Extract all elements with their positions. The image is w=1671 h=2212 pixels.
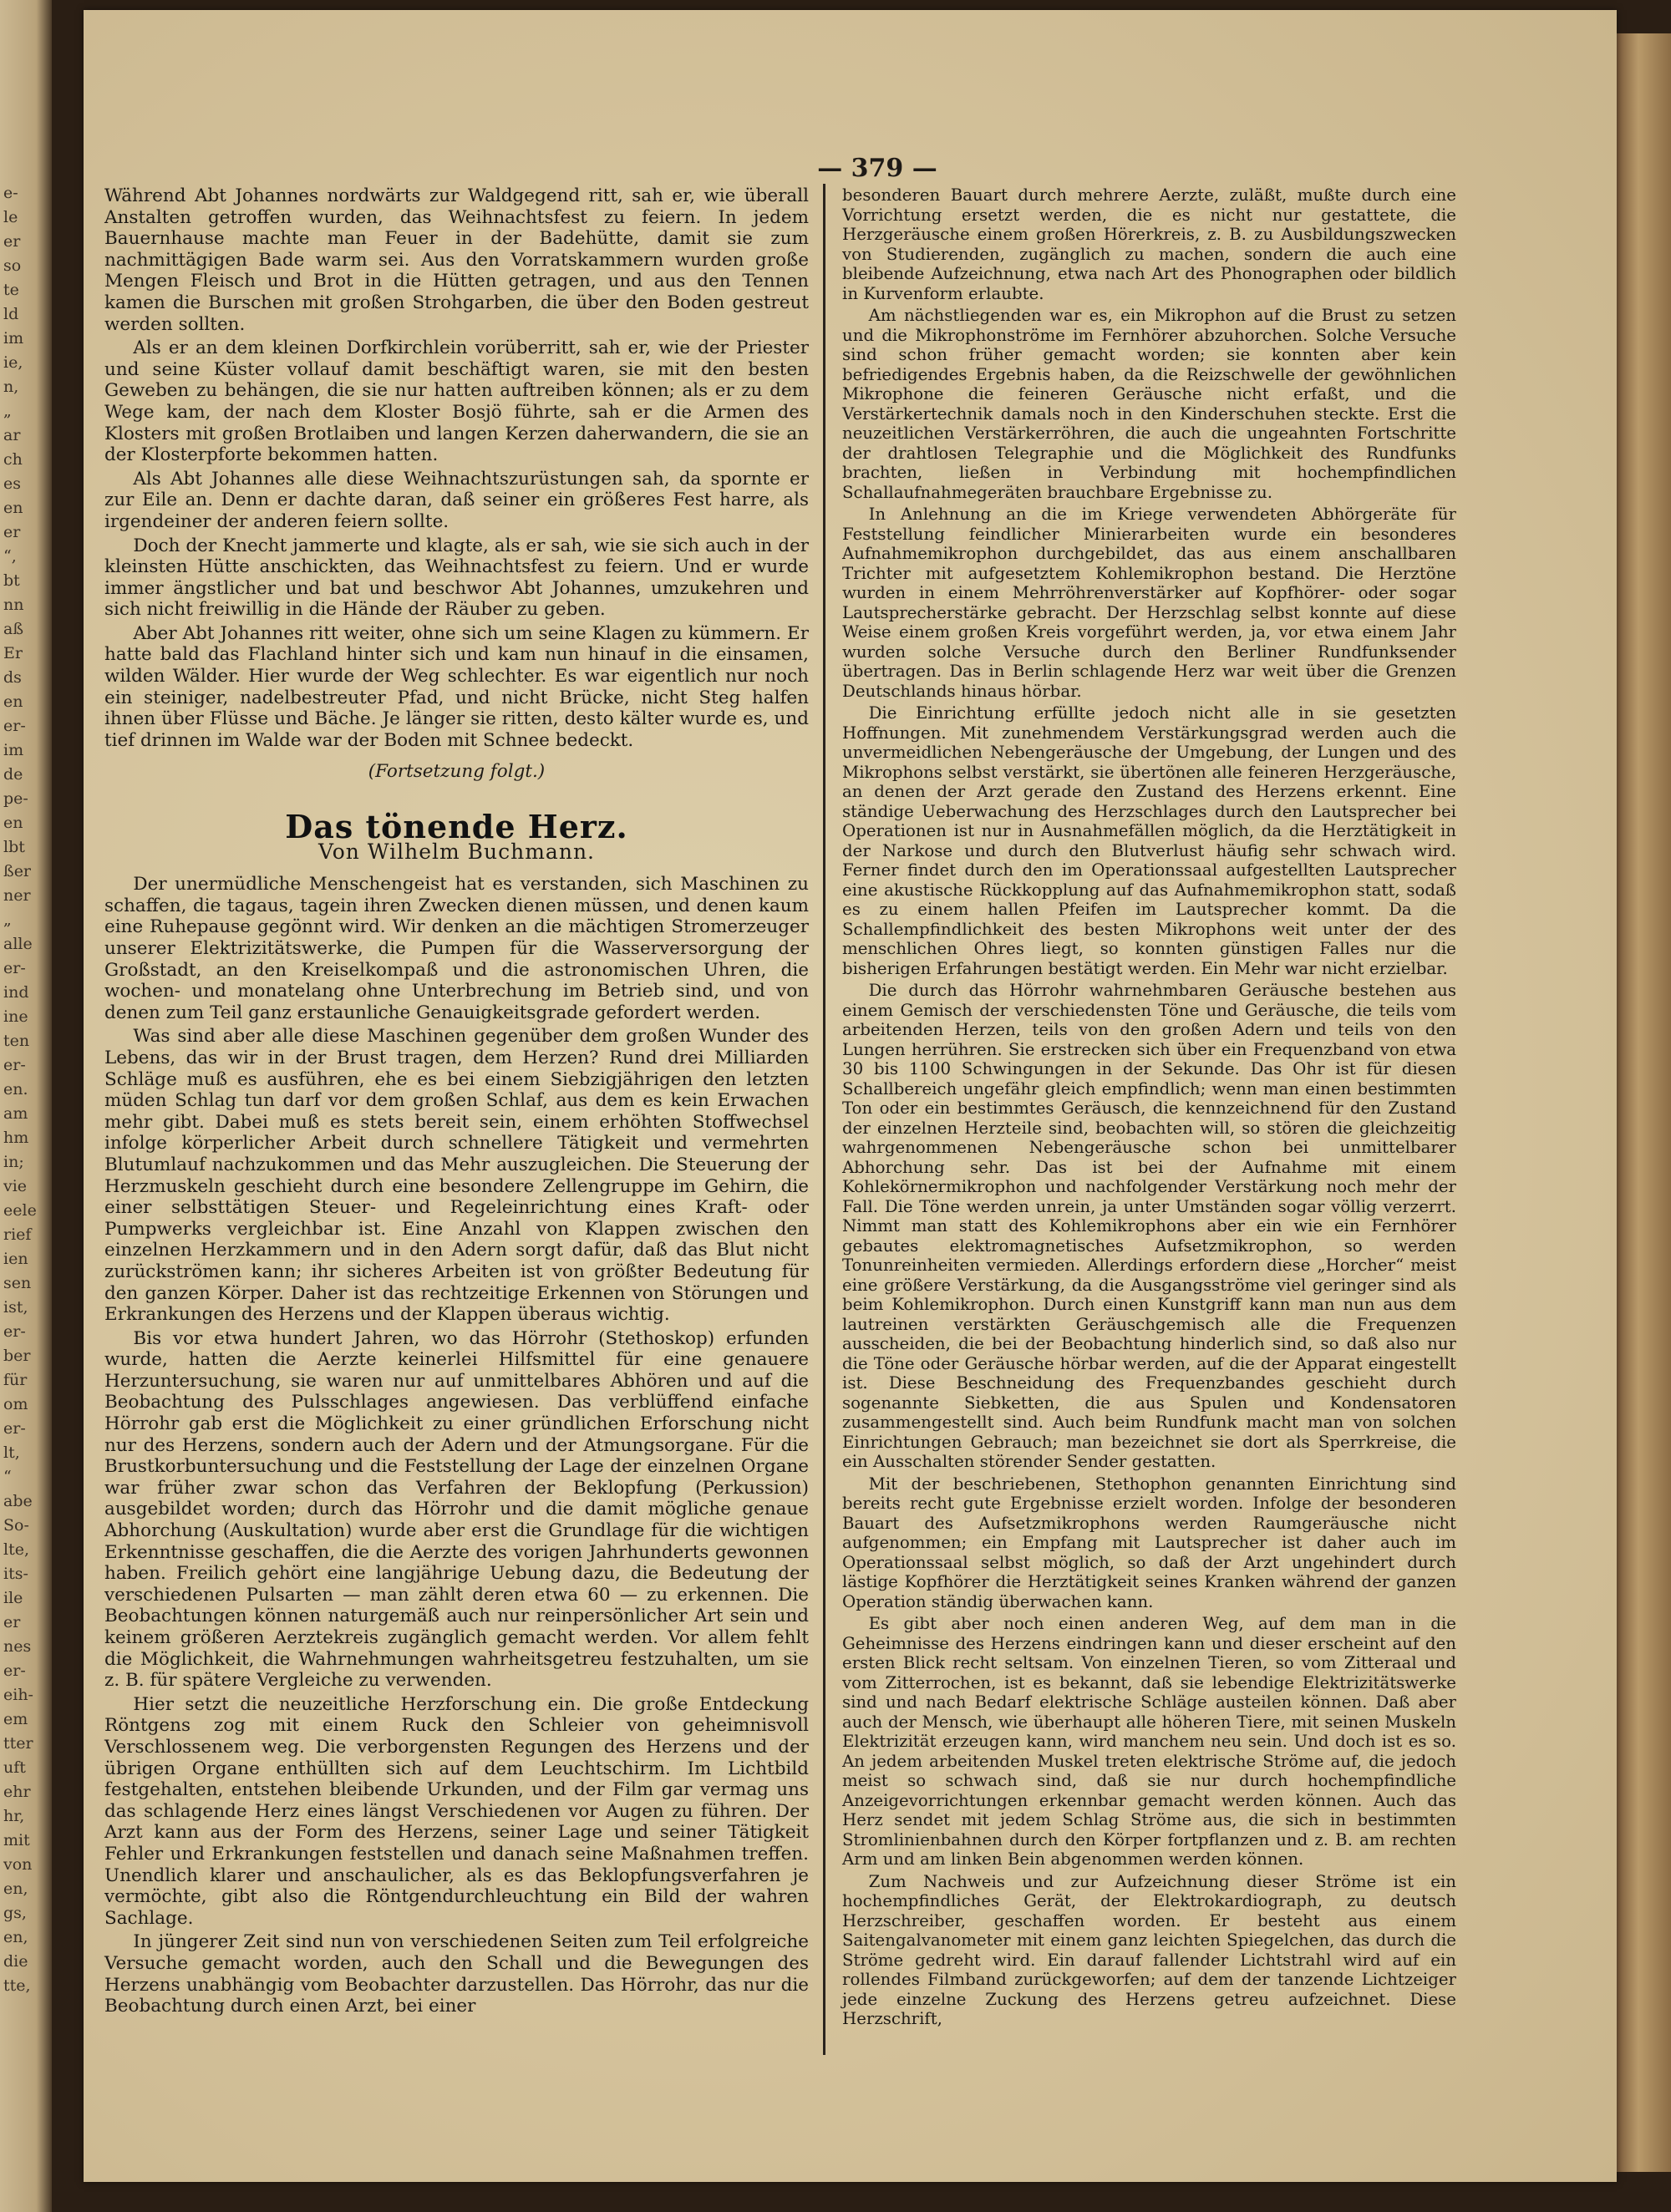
margin-fragment: er <box>3 523 21 541</box>
margin-fragment: en <box>3 499 23 517</box>
continuation-note: (Fortsetzung folgt.) <box>368 761 546 783</box>
article-paragraph: Bis vor etwa hundert Jahren, wo das Hörrohr (Stethoskop) erfunden wurde, hatten die Aerzte keinerlei Hilfsmittel für eine genauere Herzuntersuchung, sie waren nur auf unmittelbares Abhören und auf die Beobachtung des Pulsschlages angewiesen. Das verblüffend einfache Hörrohr gab erst die Möglichkeit zu einer gründlichen Erforschung nicht nur des Herzens, sondern auch der Adern und der Atmungsorgane. Für die Brustkorbuntersuchung und die Feststellung der Lage der einzelnen Organe war früher zwar schon das Verfahren der Beklopfung (Perkussion) ausgebildet worden; durch das Hörrohr und die damit mögliche genaue Abhorchung (Auskultation) wurde aber erst die Grundlage für die wichtigen Erkenntnisse geschaffen, die die Aerzte des vorigen Jahrhunderts gewonnen haben. Freilich gehört eine langjährige Uebung dazu, die Bedeutung der verschiedenen Pulsarten — man zählt deren etwa 60 — zu erkennen. Die Beobachtungen können naturgemäß auch nur reinpersönlicher Art sein und keinem größeren Aerztekreis zugänglich gemacht werden. Vor allem fehlt die Möglichkeit, die Wahrnehmungen wahrheitsgetreu festzuhalten, um sie z. B. für spätere Vergleiche zu verwenden. <box>104 1327 809 1692</box>
margin-fragment: e- <box>3 184 18 202</box>
article-paragraph: Zum Nachweis und zur Aufzeichnung dieser Ströme ist ein hochempfindliches Gerät, der Elektrokardiograph, zu deutsch Herzschreiber, geschaffen worden. Er besteht aus einem Saitengalvanometer mit einem ganz leichten Spiegelchen, das durch die Ströme gedreht wird. Ein darauf fallender Lichtstrahl wird auf ein rollendes Filmband zurückgeworfen; auf dem der tanzende Lichtzeiger jede einzelne Zuckung des Herzens getreu aufzeichnet. Diese Herzschrift, <box>842 1871 1456 2028</box>
margin-fragment: tter <box>3 1734 33 1753</box>
margin-fragment: lte, <box>3 1540 29 1559</box>
margin-fragment: om <box>3 1395 28 1413</box>
article-paragraph: In jüngerer Zeit sind nun von verschiedenen Seiten zum Teil erfolgreiche Versuche gemacht worden, auch den Schall und die Bewegungen des Herzens unabhängig vom Beobachter darzustellen. Das Hörrohr, das nur die Beobachtung durch einen Arzt, bei einer <box>104 1931 809 2017</box>
margin-fragment: „ <box>3 402 12 420</box>
article-byline: Von Wilhelm Buchmann. <box>318 839 595 864</box>
margin-fragment: er- <box>3 717 26 735</box>
margin-fragment: n, <box>3 378 19 396</box>
margin-fragment: er- <box>3 1322 26 1341</box>
margin-fragment: “, <box>3 547 17 566</box>
margin-fragment: rief <box>3 1225 32 1244</box>
margin-fragment: er- <box>3 1419 26 1438</box>
margin-fragment: er- <box>3 959 26 977</box>
margin-fragment: uft <box>3 1758 26 1777</box>
margin-fragment: ist, <box>3 1298 28 1317</box>
story-paragraph: Während Abt Johannes nordwärts zur Waldgegend ritt, sah er, wie überall Anstalten getroffen wurden, das Weihnachtsfest zu feiern. In jedem Bauernhause machte man Feuer in der Badehütte, damit sie zum nachmittägigen Bade warm sei. Aus den Vorratskammern wurden große Mengen Fleisch und Brot in die Hütten getragen, und aus den Tennen kamen die Burschen mit großen Strohgarben, die über den Boden gestreut werden sollten. <box>104 185 809 335</box>
margin-fragment: pe- <box>3 789 28 808</box>
margin-fragment: er- <box>3 1056 26 1074</box>
article-paragraph: besonderen Bauart durch mehrere Aerzte, zuläßt, mußte durch eine Vorrichtung ersetzt werden, die es nicht nur gestattete, die Herzgeräusche einem großen Hörerkreis, z. B. zu Ausbildungszwecken von Studierenden, zugänglich zu machen, sondern die auch eine bleibende Aufzeichnung, etwa nach Art des Phonographen oder bildlich in Kurvenform erlaubte. <box>842 185 1456 303</box>
story-paragraph: Doch der Knecht jammerte und klagte, als er sah, wie sie sich auch in der kleinsten Hütte anschickten, das Weihnachtsfest zu feiern. Und er wurde immer ängstlicher und bat und beschwor Abt Johannes, umzukehren und sich nicht freiwillig in die Hände der Räuber zu geben. <box>104 535 809 621</box>
margin-fragment: ie, <box>3 353 23 372</box>
margin-fragment: ind <box>3 983 29 1002</box>
margin-fragment: lt, <box>3 1443 20 1462</box>
margin-fragment: eele <box>3 1201 37 1220</box>
margin-fragment: vie <box>3 1177 28 1195</box>
margin-fragment: gs, <box>3 1904 27 1922</box>
margin-fragment: de <box>3 765 23 784</box>
margin-fragment: es <box>3 474 21 493</box>
margin-fragment: ar <box>3 426 21 444</box>
margin-fragment: ds <box>3 668 22 687</box>
margin-fragment: ßer <box>3 862 32 880</box>
margin-fragment: en, <box>3 1928 28 1946</box>
margin-fragment: ien <box>3 1250 28 1268</box>
margin-fragment: mit <box>3 1831 30 1849</box>
margin-fragment: aß <box>3 620 24 638</box>
margin-fragment: em <box>3 1710 28 1728</box>
margin-fragment: le <box>3 208 18 226</box>
margin-fragment: bt <box>3 571 20 590</box>
margin-fragment: für <box>3 1371 28 1389</box>
article-paragraph: In Anlehnung an die im Kriege verwendeten Abhörgeräte für Feststellung feindlicher Minierarbeiten wurde ein besonderes Aufnahmemikrophon durchgebildet, das aus einem anschallbaren Trichter mit aufgesetztem Kohlemikrophon bestand. Die Herztöne wurden in einem Mehrröhrenverstärker auf Kopfhörer- oder sogar Lautsprecherstärke gebracht. Der Herzschlag selbst konnte auf diese Weise einem großen Kreis vorgeführt werden, ja, vor etwa einem Jahr wurden solche Versuche durch den Berliner Rundfunksender übertragen. Das in Berlin schlagende Herz war weit über die Grenzen Deutschlands hinaus hörbar. <box>842 505 1456 701</box>
margin-fragment: te <box>3 281 19 299</box>
margin-fragment: hm <box>3 1129 29 1147</box>
margin-fragment: die <box>3 1952 28 1971</box>
margin-fragment: So- <box>3 1516 29 1535</box>
book-spine-edge <box>1617 33 1671 2172</box>
margin-fragment: en <box>3 814 23 832</box>
margin-fragment: abe <box>3 1492 33 1510</box>
margin-fragment: am <box>3 1104 28 1123</box>
adjacent-page-edge <box>0 0 52 2212</box>
article-paragraph: Es gibt aber noch einen anderen Weg, auf dem man in die Geheimnisse des Herzens eindringen kann und dieser erscheint auf den ersten Blick recht seltsam. Von einzelnen Tieren, so vom Zitteraal und vom Zitterrochen, ist es bekannt, daß sie lebendige Elektrizitätswerke sind und nach Bedarf elektrische Schläge austeilen können. Daß aber auch der Mensch, wie überhaupt alle höheren Tiere, mit seinen Muskeln Elektrizität erzeugen kann, wird manchem neu sein. Und doch ist es so. An jedem arbeitenden Muskel treten elektrische Ströme auf, die jedoch meist so schwach sind, daß sie nur durch hochempfindliche Anzeigevorrichtungen erkennbar gemacht werden können. Auch das Herz sendet mit jedem Schlag Ströme aus, die sich in bestimmten Stromlinienbahnen durch den Körper fortpflanzen und z. B. am rechten Arm und am linken Bein abgenommen werden können. <box>842 1614 1456 1869</box>
margin-fragment: ten <box>3 1032 30 1050</box>
margin-fragment: en. <box>3 1080 28 1098</box>
margin-fragment: er <box>3 232 21 251</box>
margin-fragment: sen <box>3 1274 32 1292</box>
article-paragraph: Die durch das Hörrohr wahrnehmbaren Geräusche bestehen aus einem Gemisch der verschiedensten Töne und Geräusche, die teils vom arbeitenden Herzen, teils von den großen Adern und teils von den Lungen herrühren. Sie erstrecken sich über ein Frequenzband von etwa 30 bis 1100 Schwingungen in der Sekunde. Das Ohr ist für diesen Schallbereich ungefähr gleich empfindlich; wenn man einen bestimmten Ton oder ein bestimmtes Geräusch, die kennzeichnend für den Zustand der einzelnen Herzteile sind, beobachten will, so stören die gleichzeitig wahrgenommenen Nebengeräusche schon bei unmittelbarer Abhorchung sehr. Das ist bei der Aufnahme mit einem Kohlekörnermikrophon und nachfolgender Verstärkung noch mehr der Fall. Die Töne werden unrein, ja unter Umständen sogar völlig verzerrt. Nimmt man statt des Kohlemikrophons aber ein wie ein Fernhörer gebautes elektromagnetisches Aufsetzmikrophon, so werden Tonunreinheiten vermieden. Allerdings erfordern diese „Horcher“ meist eine größere Verstärkung, da die Ausgangsströme viel geringer sind als beim Kohlemikrophon. Durch einen Kunstgriff kann man nun aus dem lautreinen verstärkten Geräuschgemisch alle die Frequenzen ausscheiden, die bei der Beobachtung hinderlich sind, so daß also nur die Töne oder Geräusche hörbar werden, auf die der Apparat eingestellt ist. Diese Beschneidung des Frequenzbandes geschieht durch sogenannte Siebketten, die aus Spulen und Kondensatoren zusammengestellt sind. Auch beim Rundfunk macht man von solchen Einrichtungen Gebrauch; man bezeichnet sie dort als Sperrkreise, die ein Ausschalten störender Sender gestatten. <box>842 981 1456 1471</box>
margin-fragment: im <box>3 329 24 348</box>
margin-fragment: tte, <box>3 1976 31 1995</box>
margin-fragment: ehr <box>3 1783 31 1801</box>
article-title: Das tönende Herz. <box>285 808 628 846</box>
margin-fragment: eih- <box>3 1686 33 1704</box>
margin-fragment: er <box>3 1613 21 1631</box>
margin-fragment: its- <box>3 1565 28 1583</box>
left-column <box>104 185 809 2020</box>
margin-fragment: ber <box>3 1347 31 1365</box>
margin-fragment: von <box>3 1855 33 1874</box>
margin-fragment: so <box>3 256 22 275</box>
margin-fragment: ch <box>3 450 23 469</box>
margin-fragment: en <box>3 693 23 711</box>
story-paragraph: Als Abt Johannes alle diese Weihnachtszurüstungen sah, da spornte er zur Eile an. Denn er dachte daran, daß seiner ein größeres Fest harre, als irgendeiner der anderen feiern sollte. <box>104 468 809 532</box>
margin-fragment: lbt <box>3 838 25 856</box>
article-paragraph: Was sind aber alle diese Maschinen gegenüber dem großen Wunder des Lebens, das wir in der Brust tragen, dem Herzen? Rund drei Milliarden Schläge muß es ausführen, ehe es bei einem Siebzigjährigen den letzten müden Schlag tun darf vor dem großen Schlaf, aus dem es kein Erwachen mehr gibt. Dabei muß es stets bereit sein, einem erhöhten Stoffwechsel infolge körperlicher Arbeit durch schnellere Tätigkeit und vermehrten Blutumlauf nachzukommen und das Mehr auszugleichen. Die Steuerung der Herzmuskeln geschieht durch eine besondere Zellengruppe im Gehirn, die einer selbsttätigen Steuer- und Regeleinrichtung eines Kraft- oder Pumpwerks vergleichbar ist. Eine Anzahl von Klappen zwischen den einzelnen Herzkammern und in den Adern sorgt dafür, daß das Blut nicht zurückströmen kann; ihr sicheres Arbeiten ist von größter Bedeutung für den ganzen Körper. Daher ist das rechtzeitige Erkennen von Störungen und Erkrankungen des Herzens und der Klappen überaus wichtig. <box>104 1026 809 1326</box>
margin-fragment: ld <box>3 305 19 323</box>
margin-fragment: “ <box>3 1468 12 1486</box>
article-paragraph: Der unermüdliche Menschengeist hat es verstanden, sich Maschinen zu schaffen, die tagaus, tagein ihren Zwecken dienen müssen, und denen kaum eine Ruhepause gegönnt wird. Wir denken an die mächtigen Stromerzeuger unserer Elektrizitätswerke, die Pumpen für die Wasserversorgung der Großstadt, an den Kreiselkompaß und die astronomischen Uhren, die wochen- und monatelang ohne Unterbrechung im Betrieb sind, und von denen zum Teil ganz erstaunliche Genauigkeitsgrade gefordert werden. <box>104 874 809 1023</box>
margin-fragment: er- <box>3 1662 26 1680</box>
margin-fragment: in; <box>3 1153 24 1171</box>
story-paragraph: Als er an dem kleinen Dorfkirchlein vorüberritt, sah er, wie der Priester und seine Küster vollauf damit beschäftigt waren, sie mit den besten Geweben zu behängen, die sie nur hatten auftreiben können; als er zu dem Wege kam, der nach dem Kloster Bosjö führte, sah er die Armen des Klosters mit großen Brotlaiben und langen Kerzen daherwandern, die sie an der Klosterpforte bekommen hatten. <box>104 337 809 466</box>
margin-fragment: alle <box>3 935 33 953</box>
article-paragraph: Hier setzt die neuzeitliche Herzforschung ein. Die große Entdeckung Röntgens zog mit einem Ruck den Schleier von geheimnisvoll Verschlossenem weg. Die verborgensten Regungen des Herzens und der übrigen Organe enthüllten sich auf dem Leuchtschirm. Im Lichtbild festgehalten, entstehen bleibende Urkunden, und der Film gar vermag uns das schlagende Herz eines längst Verschiedenen vor Augen zu führen. Der Arzt kann aus der Form des Herzens, seiner Lage und seiner Tätigkeit Fehler und Erkrankungen feststellen und danach seine Maßnahmen treffen. Unendlich klarer und anschaulicher, als es das Beklopfungsverfahren je vermöchte, gibt also die Röntgendurchleuchtung ein Bild der wahren Sachlage. <box>104 1693 809 1929</box>
margin-fragment: ner <box>3 886 31 905</box>
article-paragraph: Am nächstliegenden war es, ein Mikrophon auf die Brust zu setzen und die Mikrophonströme im Fernhörer abzuhorchen. Solche Versuche sind schon früher gemacht worden; sie konnten aber kein befriedigendes Ergebnis haben, da die Reizschwelle der gewöhnlichen Mikrophone die feineren Geräusche nicht erfaßt, und die Verstärkertechnik damals noch in den Kinderschuhen steckte. Erst die neuzeitlichen Verstärkerröhren, die auch die ungeahnten Fortschritte der drahtlosen Telegraphie und die Möglichkeit des Rundfunks brachten, ließen in Verbindung mit hochempfindlichen Schallaufnahmegeräten brauchbare Ergebnisse zu. <box>842 306 1456 502</box>
margin-fragment: Er <box>3 644 23 662</box>
margin-fragment: „ <box>3 911 12 929</box>
article-paragraph: Die Einrichtung erfüllte jedoch nicht alle in sie gesetzten Hoffnungen. Mit zunehmendem Verstärkungsgrad werden auch die unvermeidlichen Nebengeräusche der Umgebung, der Lungen und des Mikrophons selbst verstärkt, sie übertönen alle feineren Herzgeräusche, an denen der Arzt gerade den Zustand des Herzens erkennt. Eine ständige Ueberwachung des Herzschlages durch den Lautsprecher bei Operationen ist nur in Ausnahmefällen möglich, da die Herztätigkeit in der Narkose und durch den Blutverlust häufig sehr schwach wird. Ferner findet durch den im Operationssaal aufgestellten Lautsprecher eine akustische Rückkopplung auf das Aufnahmemikrophon statt, sodaß es zu einem hallen Pfeifen im Lautsprecher kommt. Da die Schallempfindlichkeit des besten Mikrophons weit unter der des menschlichen Ohres liegt, so konnten günstigen Falles nur die bisherigen Erfahrungen bestätigt werden. Ein Mehr war nicht erzielbar. <box>842 703 1456 978</box>
article-paragraph: Mit der beschriebenen, Stethophon genannten Einrichtung sind bereits recht gute Ergebnisse erzielt worden. Infolge der besonderen Bauart des Aufsetzmikrophons werden Raumgeräusche nicht aufgenommen; ein Empfang mit Lautsprecher ist daher auch im Operationssaal selbst möglich, so daß der Arzt ungehindert durch lästige Kopfhörer die Herztätigkeit seines Kranken während der ganzen Operation ständig überwachen kann. <box>842 1474 1456 1611</box>
story-paragraph: Aber Abt Johannes ritt weiter, ohne sich um seine Klagen zu kümmern. Er hatte bald das Flachland hinter sich und kam nun hinauf in die einsamen, wilden Wälder. Hier wurde der Weg schlechter. Es war eigentlich nur noch ein steiniger, nadelbestreuter Pfad, und nicht Brücke, nicht Steg halfen ihnen über Flüsse und Bäche. Je länger sie ritten, desto kälter wurde es, und tief drinnen im Walde war der Boden mit Schnee bedeckt. <box>104 622 809 751</box>
margin-fragment: hr, <box>3 1807 25 1825</box>
page-number: — 379 — <box>817 154 937 183</box>
column-divider <box>823 184 825 2055</box>
margin-fragment: im <box>3 741 24 759</box>
margin-fragment: nn <box>3 596 24 614</box>
margin-fragment: ile <box>3 1589 23 1607</box>
right-column <box>842 185 1456 2032</box>
margin-fragment: nes <box>3 1637 32 1656</box>
margin-fragment: en, <box>3 1880 28 1898</box>
margin-fragment: ine <box>3 1007 28 1026</box>
